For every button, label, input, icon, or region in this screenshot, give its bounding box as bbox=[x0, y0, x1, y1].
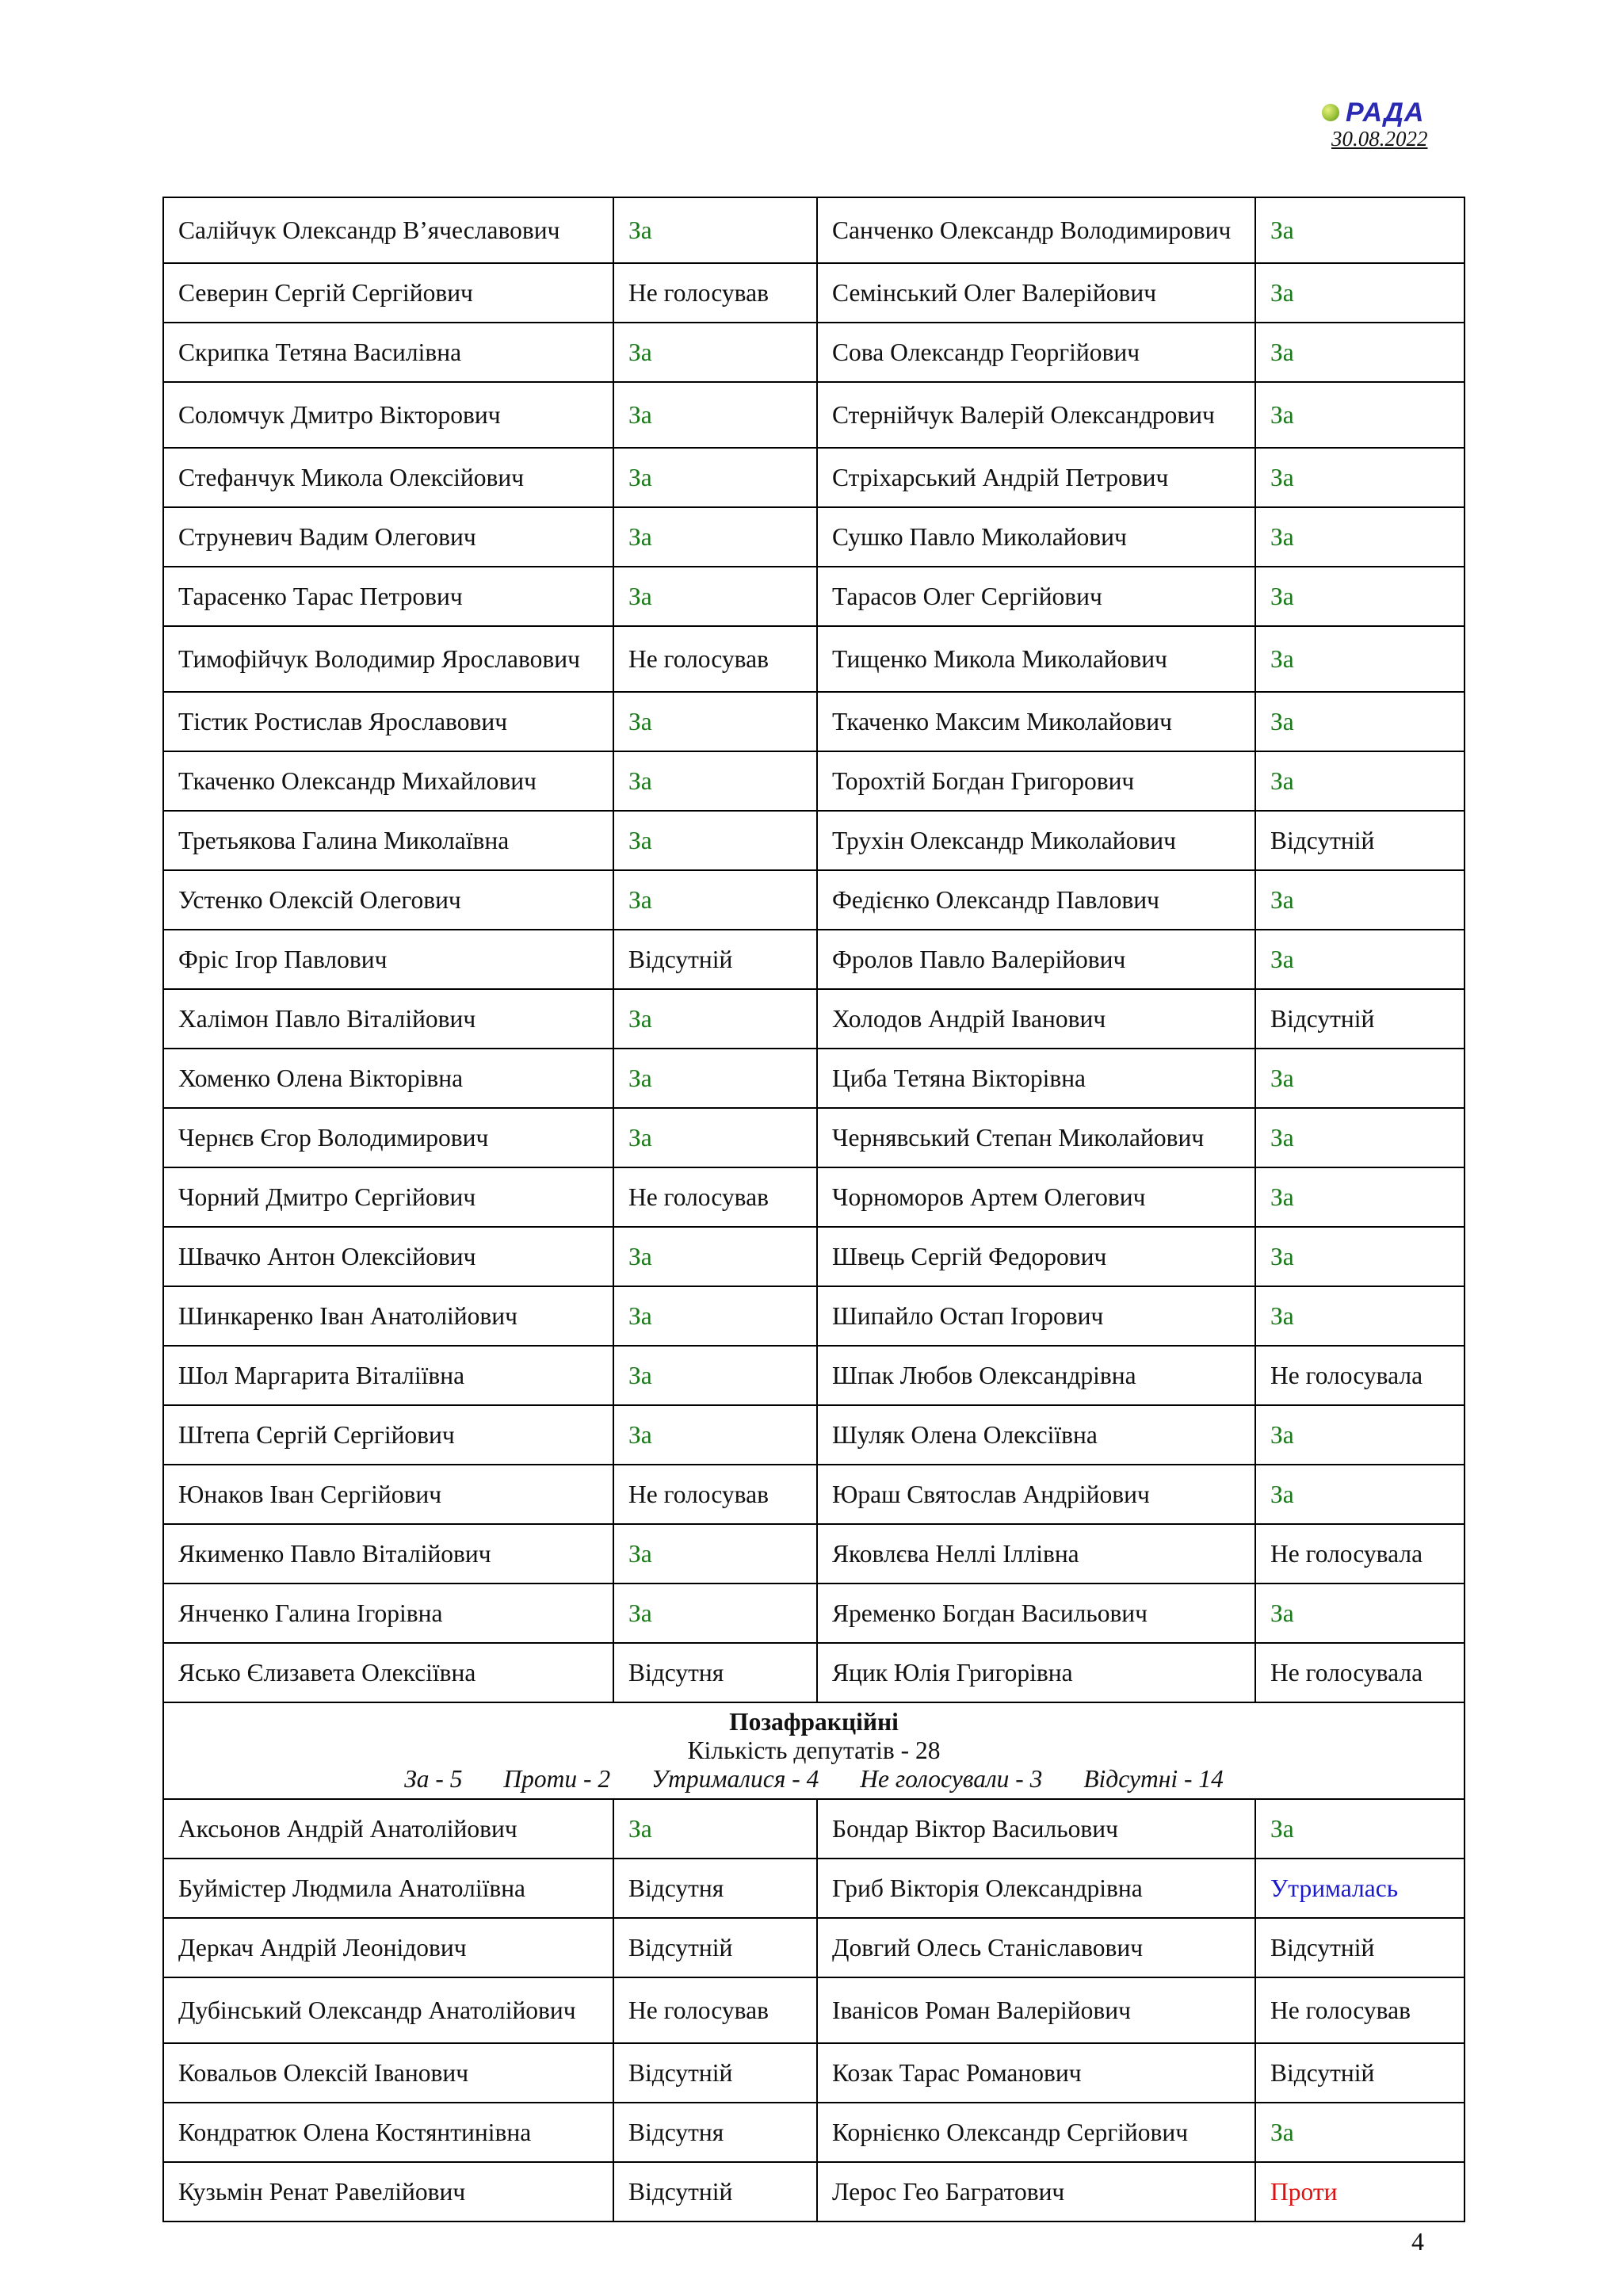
vote-row bbox=[163, 1108, 1465, 1167]
vote-result: За bbox=[613, 448, 817, 507]
deputy-name: Буймістер Людмила Анатоліївна bbox=[163, 1859, 613, 1918]
deputy-name: Кузьмін Ренат Равелійович bbox=[163, 2162, 613, 2222]
deputy-name: Довгий Олесь Станіславович bbox=[817, 1918, 1255, 1977]
deputy-name: Стріхарський Андрій Петрович bbox=[817, 448, 1255, 507]
deputy-name: Тарасенко Тарас Петрович bbox=[163, 567, 613, 626]
vote-result: За bbox=[1255, 448, 1465, 507]
deputy-name: Козак Тарас Романович bbox=[817, 2043, 1255, 2103]
vote-row bbox=[163, 1859, 1465, 1918]
votes-table-body-b bbox=[163, 1799, 1465, 2222]
deputy-name: Салійчук Олександр В’ячеславович bbox=[163, 197, 613, 263]
rada-logo bbox=[1322, 97, 1424, 128]
stat-for: За - 5 bbox=[404, 1765, 463, 1793]
deputy-name: Холодов Андрій Іванович bbox=[817, 989, 1255, 1049]
vote-result: За bbox=[1255, 930, 1465, 989]
vote-result: Не голосувала bbox=[1255, 1346, 1465, 1405]
deputy-name: Яременко Богдан Васильович bbox=[817, 1584, 1255, 1643]
vote-result: За bbox=[613, 323, 817, 382]
vote-row bbox=[163, 626, 1465, 692]
vote-result: Відсутній bbox=[613, 2043, 817, 2103]
vote-result: За bbox=[1255, 1584, 1465, 1643]
page-number: 4 bbox=[1411, 2227, 1424, 2256]
vote-result: За bbox=[613, 567, 817, 626]
vote-result: За bbox=[1255, 1049, 1465, 1108]
deputy-name: Швець Сергій Федорович bbox=[817, 1227, 1255, 1286]
section-header-cell bbox=[163, 1702, 1465, 1799]
vote-row bbox=[163, 811, 1465, 870]
deputy-name: Ткаченко Олександр Михайлович bbox=[163, 751, 613, 811]
vote-result: За bbox=[1255, 692, 1465, 751]
deputy-name: Тістик Ростислав Ярославович bbox=[163, 692, 613, 751]
deputy-name: Дубінський Олександр Анатолійович bbox=[163, 1977, 613, 2043]
deputy-name: Фріс Ігор Павлович bbox=[163, 930, 613, 989]
deputy-name: Трухін Олександр Миколайович bbox=[817, 811, 1255, 870]
deputy-name: Чернєв Єгор Володимирович bbox=[163, 1108, 613, 1167]
vote-result: За bbox=[613, 751, 817, 811]
vote-result: За bbox=[1255, 382, 1465, 448]
deputy-name: Гриб Вікторія Олександрівна bbox=[817, 1859, 1255, 1918]
deputy-name: Скрипка Тетяна Василівна bbox=[163, 323, 613, 382]
deputy-name: Лерос Гео Багратович bbox=[817, 2162, 1255, 2222]
vote-row bbox=[163, 1167, 1465, 1227]
vote-result: Не голосував bbox=[613, 1465, 817, 1524]
vote-row bbox=[163, 567, 1465, 626]
vote-result: За bbox=[1255, 197, 1465, 263]
vote-result: За bbox=[1255, 1405, 1465, 1465]
vote-result: Відсутній bbox=[613, 1918, 817, 1977]
deputy-name: Янченко Галина Ігорівна bbox=[163, 1584, 613, 1643]
vote-row bbox=[163, 1977, 1465, 2043]
vote-result: За bbox=[613, 1405, 817, 1465]
deputy-name: Чернявський Степан Миколайович bbox=[817, 1108, 1255, 1167]
vote-result: За bbox=[1255, 870, 1465, 930]
vote-row bbox=[163, 1799, 1465, 1859]
deputy-name: Хоменко Олена Вікторівна bbox=[163, 1049, 613, 1108]
vote-result: За bbox=[1255, 263, 1465, 323]
logo-text: РАДА bbox=[1346, 97, 1425, 128]
vote-result: За bbox=[613, 1584, 817, 1643]
vote-row bbox=[163, 1643, 1465, 1702]
deputy-name: Устенко Олексій Олегович bbox=[163, 870, 613, 930]
vote-result: За bbox=[1255, 1167, 1465, 1227]
deputy-name: Шуляк Олена Олексіївна bbox=[817, 1405, 1255, 1465]
deputy-name: Кондратюк Олена Костянтинівна bbox=[163, 2103, 613, 2162]
vote-result: За bbox=[613, 1049, 817, 1108]
vote-result: Відсутній bbox=[613, 930, 817, 989]
vote-row bbox=[163, 930, 1465, 989]
vote-result: За bbox=[613, 692, 817, 751]
deputy-name: Юнаков Іван Сергійович bbox=[163, 1465, 613, 1524]
stat-against: Проти - 2 bbox=[503, 1765, 611, 1793]
deputy-name: Сова Олександр Георгійович bbox=[817, 323, 1255, 382]
deputy-name: Шол Маргарита Віталіївна bbox=[163, 1346, 613, 1405]
vote-row bbox=[163, 870, 1465, 930]
deputy-name: Халімон Павло Віталійович bbox=[163, 989, 613, 1049]
vote-row bbox=[163, 1286, 1465, 1346]
deputy-name: Санченко Олександр Володимирович bbox=[817, 197, 1255, 263]
vote-row bbox=[163, 1584, 1465, 1643]
deputy-name: Стефанчук Микола Олексійович bbox=[163, 448, 613, 507]
vote-result: За bbox=[1255, 1227, 1465, 1286]
vote-result: За bbox=[1255, 2103, 1465, 2162]
vote-result: За bbox=[613, 870, 817, 930]
vote-row bbox=[163, 1227, 1465, 1286]
deputy-name: Соломчук Дмитро Вікторович bbox=[163, 382, 613, 448]
logo-globe-icon bbox=[1322, 104, 1339, 121]
deputy-name: Чорний Дмитро Сергійович bbox=[163, 1167, 613, 1227]
deputy-name: Федієнко Олександр Павлович bbox=[817, 870, 1255, 930]
vote-result: Відсутній bbox=[1255, 2043, 1465, 2103]
vote-row bbox=[163, 1918, 1465, 1977]
vote-row bbox=[163, 2103, 1465, 2162]
vote-result: Не голосував bbox=[613, 1977, 817, 2043]
deputy-name: Ясько Єлизавета Олексіївна bbox=[163, 1643, 613, 1702]
document-date: 30.08.2022 bbox=[1331, 127, 1428, 151]
vote-result: Не голосувала bbox=[1255, 1524, 1465, 1584]
vote-row bbox=[163, 448, 1465, 507]
vote-row bbox=[163, 692, 1465, 751]
vote-row bbox=[163, 1346, 1465, 1405]
vote-row bbox=[163, 1465, 1465, 1524]
deputy-name: Яковлєва Неллі Іллівна bbox=[817, 1524, 1255, 1584]
deputy-name: Стернійчук Валерій Олександрович bbox=[817, 382, 1255, 448]
vote-result: Не голосував bbox=[613, 1167, 817, 1227]
stat-not-voted: Не голосували - 3 bbox=[860, 1765, 1043, 1793]
vote-result: За bbox=[613, 1799, 817, 1859]
vote-result: Відсутній bbox=[1255, 811, 1465, 870]
deputy-name: Шпак Любов Олександрівна bbox=[817, 1346, 1255, 1405]
deputy-name: Якименко Павло Віталійович bbox=[163, 1524, 613, 1584]
deputy-name: Бондар Віктор Васильович bbox=[817, 1799, 1255, 1859]
section-stats bbox=[164, 1765, 1464, 1794]
vote-result: Відсутній bbox=[1255, 989, 1465, 1049]
vote-row bbox=[163, 197, 1465, 263]
deputy-name: Шипайло Остап Ігорович bbox=[817, 1286, 1255, 1346]
deputy-name: Тарасов Олег Сергійович bbox=[817, 567, 1255, 626]
vote-result: Відсутній bbox=[1255, 1918, 1465, 1977]
vote-result: Відсутній bbox=[613, 2162, 817, 2222]
vote-result: За bbox=[1255, 1108, 1465, 1167]
deputy-name: Чорноморов Артем Олегович bbox=[817, 1167, 1255, 1227]
vote-result: За bbox=[613, 1108, 817, 1167]
vote-row bbox=[163, 2043, 1465, 2103]
deputy-name: Северин Сергій Сергійович bbox=[163, 263, 613, 323]
vote-row bbox=[163, 323, 1465, 382]
vote-result: За bbox=[1255, 626, 1465, 692]
vote-result: За bbox=[1255, 1286, 1465, 1346]
vote-row bbox=[163, 1049, 1465, 1108]
section-header-group bbox=[163, 1702, 1465, 1799]
deputy-name: Штепа Сергій Сергійович bbox=[163, 1405, 613, 1465]
votes-table-body-a bbox=[163, 197, 1465, 1702]
deputy-name: Тимофійчук Володимир Ярославович bbox=[163, 626, 613, 692]
section-header-row bbox=[163, 1702, 1465, 1799]
vote-result: Відсутня bbox=[613, 1859, 817, 1918]
vote-result: За bbox=[1255, 567, 1465, 626]
deputy-name: Ткаченко Максим Миколайович bbox=[817, 692, 1255, 751]
vote-result: За bbox=[613, 1286, 817, 1346]
deputy-name: Сушко Павло Миколайович bbox=[817, 507, 1255, 567]
deputy-name: Третьякова Галина Миколаївна bbox=[163, 811, 613, 870]
deputy-name: Іванісов Роман Валерійович bbox=[817, 1977, 1255, 2043]
section-count: Кількість депутатів - 28 bbox=[687, 1736, 941, 1764]
vote-row bbox=[163, 1405, 1465, 1465]
vote-row bbox=[163, 989, 1465, 1049]
vote-result: За bbox=[613, 382, 817, 448]
deputy-name: Юраш Святослав Андрійович bbox=[817, 1465, 1255, 1524]
vote-result: За bbox=[613, 507, 817, 567]
section-title: Позафракційні bbox=[729, 1708, 899, 1736]
deputy-name: Семінський Олег Валерійович bbox=[817, 263, 1255, 323]
vote-result: За bbox=[1255, 751, 1465, 811]
deputy-name: Швачко Антон Олексійович bbox=[163, 1227, 613, 1286]
stat-absent: Відсутні - 14 bbox=[1083, 1765, 1224, 1793]
deputy-name: Яцик Юлія Григорівна bbox=[817, 1643, 1255, 1702]
vote-result: За bbox=[1255, 1799, 1465, 1859]
vote-result: Відсутня bbox=[613, 2103, 817, 2162]
vote-result: Відсутня bbox=[613, 1643, 817, 1702]
deputy-name: Торохтій Богдан Григорович bbox=[817, 751, 1255, 811]
vote-result: За bbox=[613, 811, 817, 870]
deputy-name: Циба Тетяна Вікторівна bbox=[817, 1049, 1255, 1108]
vote-result: За bbox=[1255, 323, 1465, 382]
vote-result: За bbox=[1255, 507, 1465, 567]
vote-row bbox=[163, 1524, 1465, 1584]
vote-result: Не голосував bbox=[1255, 1977, 1465, 2043]
stat-abstained: Утрималися - 4 bbox=[651, 1765, 819, 1793]
vote-result: Не голосував bbox=[613, 263, 817, 323]
vote-row bbox=[163, 751, 1465, 811]
deputy-name: Аксьонов Андрій Анатолійович bbox=[163, 1799, 613, 1859]
vote-result: Утрималась bbox=[1255, 1859, 1465, 1918]
vote-result: За bbox=[613, 1524, 817, 1584]
vote-result: За bbox=[613, 1346, 817, 1405]
vote-result: Не голосувала bbox=[1255, 1643, 1465, 1702]
deputy-name: Ковальов Олексій Іванович bbox=[163, 2043, 613, 2103]
vote-result: За bbox=[613, 989, 817, 1049]
vote-row bbox=[163, 263, 1465, 323]
vote-row bbox=[163, 2162, 1465, 2222]
vote-result: Проти bbox=[1255, 2162, 1465, 2222]
deputy-name: Шинкаренко Іван Анатолійович bbox=[163, 1286, 613, 1346]
vote-result: За bbox=[613, 197, 817, 263]
vote-row bbox=[163, 507, 1465, 567]
vote-row bbox=[163, 382, 1465, 448]
deputy-name: Струневич Вадим Олегович bbox=[163, 507, 613, 567]
vote-result: За bbox=[613, 1227, 817, 1286]
deputy-name: Деркач Андрій Леонідович bbox=[163, 1918, 613, 1977]
votes-table bbox=[162, 197, 1465, 2222]
vote-result: За bbox=[1255, 1465, 1465, 1524]
deputy-name: Фролов Павло Валерійович bbox=[817, 930, 1255, 989]
deputy-name: Тищенко Микола Миколайович bbox=[817, 626, 1255, 692]
deputy-name: Корнієнко Олександр Сергійович bbox=[817, 2103, 1255, 2162]
vote-result: Не голосував bbox=[613, 626, 817, 692]
